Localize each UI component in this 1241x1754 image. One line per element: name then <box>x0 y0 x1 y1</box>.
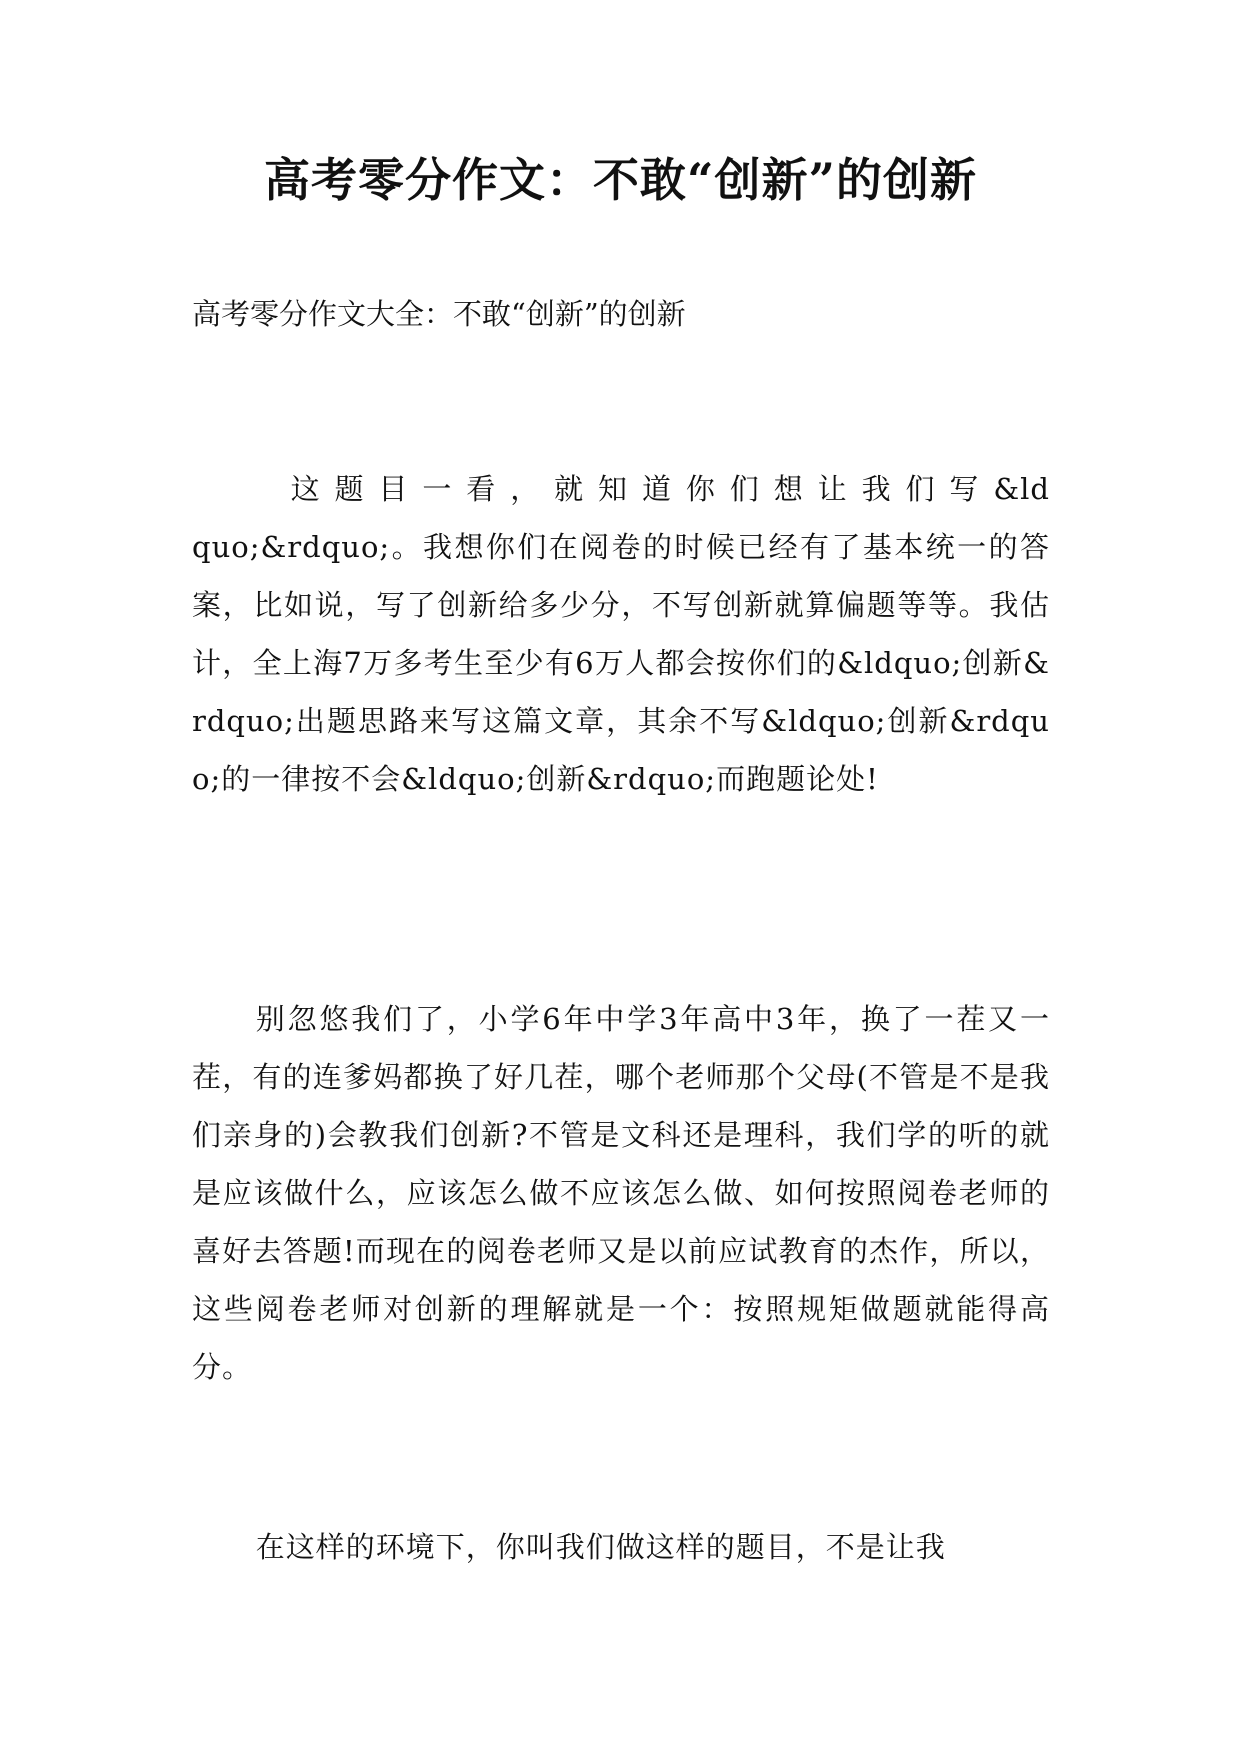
paragraph-3: 在这样的环境下，你叫我们做这样的题目，不是让我 <box>255 1530 946 1564</box>
document-title: 高考零分作文：不敢“创新”的创新 <box>264 153 977 207</box>
paragraph-1 <box>192 460 1050 808</box>
paragraph-1-rest: &ldquo;&rdquo;。我想你们在阅卷的时候已经有了基本统一的答案，比如说，写了创新给多少分，不写创新就算偏题等等。我估计，全上海7万多考生至少有6万人都会按你们的&ldquo;创新&rdquo;出题思路来写这篇文章，其余不写&ldquo;创新&rdquo;的一律按不会&ldquo;创新&rdquo;而跑题论处! <box>192 472 1050 796</box>
document-subtitle: 高考零分作文大全：不敢“创新”的创新 <box>192 297 686 331</box>
paragraph-1-lead: 这题目一看，就知道你们想让我们写 <box>290 472 994 506</box>
paragraph-2: 别忽悠我们了，小学6年中学3年高中3年，换了一茬又一茬，有的连爹妈都换了好几茬，哪个老师那个父母(不管是不是我们亲身的)会教我们创新?不管是文科还是理科，我们学的听的就是应该做什么，应该怎么做不应该怎么做、如何按照阅卷老师的喜好去答题!而现在的阅卷老师又是以前应试教育的杰作，所以，这些阅卷老师对创新的理解就是一个：按照规矩做题就能得高分。 <box>192 1002 1050 1384</box>
